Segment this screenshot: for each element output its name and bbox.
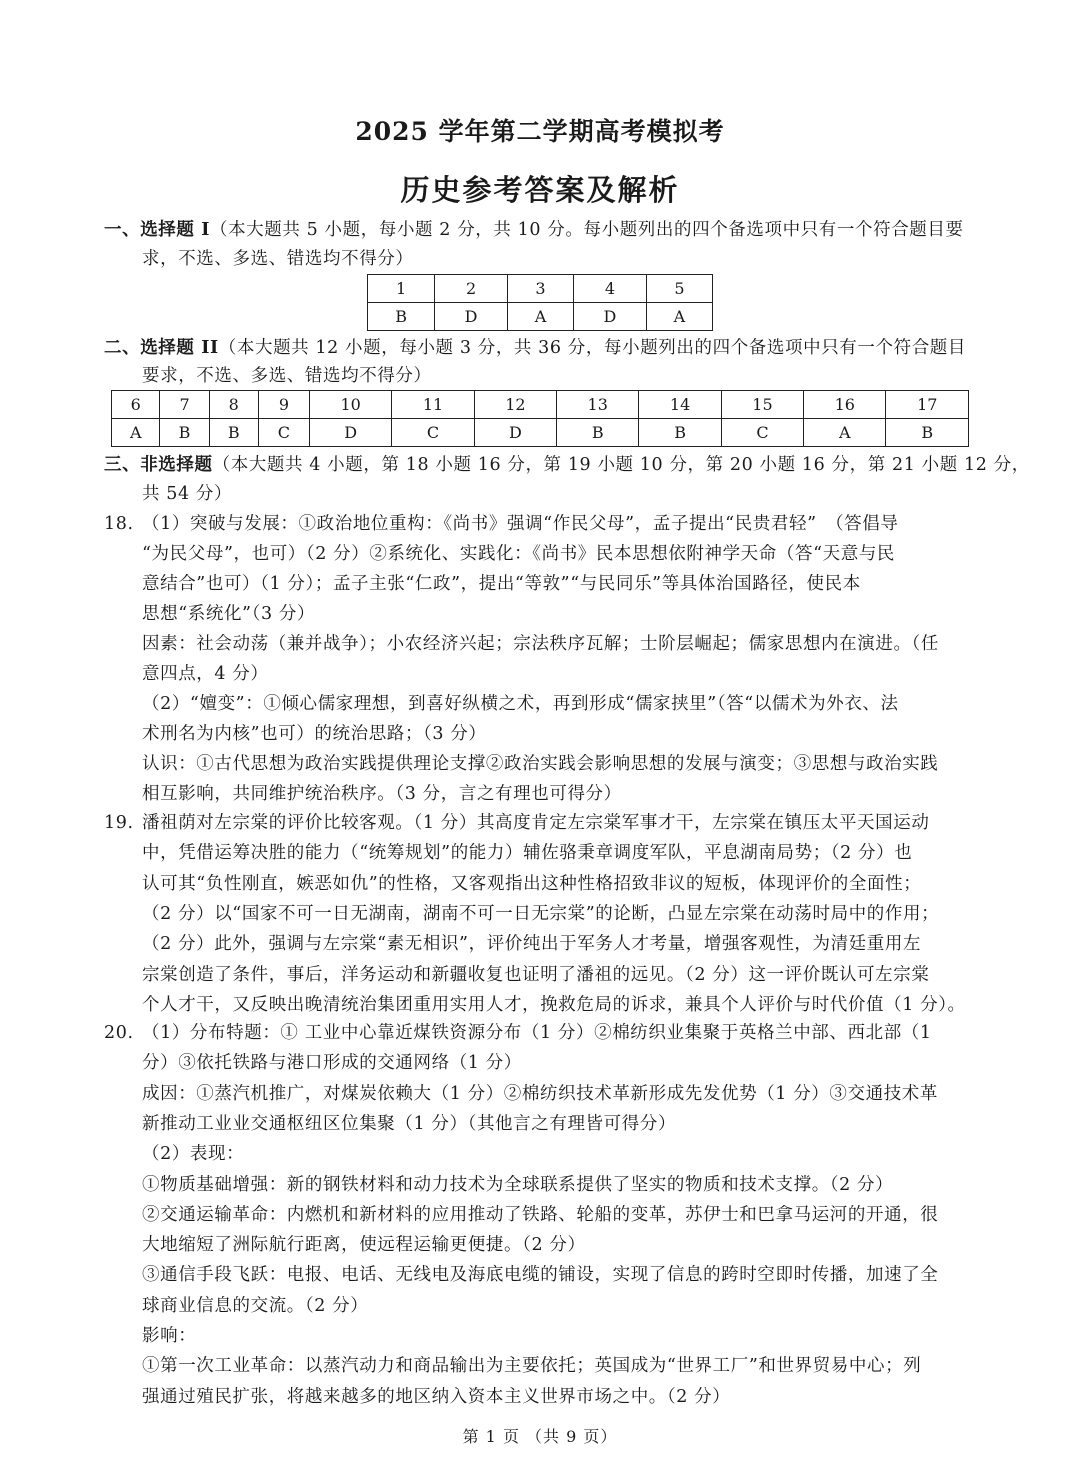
exam-title: 2025 学年第二学期高考模拟考 — [355, 117, 725, 146]
answer-cell: B — [209, 419, 258, 447]
answer-line: 相互影响，共同维护统治秩序。（3 分，言之有理也可得分） — [142, 784, 622, 804]
section2-heading — [104, 333, 966, 363]
answer-line: 成因：①蒸汽机推广，对煤炭依赖大（1 分）②棉纺织技术革新形成先发优势（1 分）③交通技术革 — [142, 1083, 938, 1104]
table-row-numbers — [112, 391, 969, 419]
section1-desc-line1: （本大题共 5 小题，每小题 2 分，共 10 分。每小题列出的四个备选项中只有一个符合题目要 — [209, 220, 964, 240]
answer-line: 意结合”也可）（1 分）；孟子主张“仁政”，提出“等敦”“与民同乐”等具体治国路径，使民本 — [142, 574, 861, 594]
question-number-cell: 6 — [112, 391, 160, 419]
page-number: 第 1 页 （共 9 页） — [462, 1427, 618, 1446]
section1-answer-table — [367, 274, 713, 331]
answer-cell: D — [435, 303, 508, 331]
answer-cell: A — [646, 303, 712, 331]
answer-line: 分）③依托铁路与港口形成的交通网络（1 分） — [142, 1053, 522, 1074]
answer-line: 思想“系统化”（3 分） — [142, 604, 316, 624]
answer-cell: D — [309, 419, 391, 447]
answer-cell: B — [160, 419, 209, 447]
answer-line: （2）“嬗变”：①倾心儒家理想，到喜好纵横之术，再到形成“儒家挟里”（答“以儒术为外衣、法 — [142, 694, 899, 714]
answer-line: 大地缩短了洲际航行距离，使远程运输更便捷。（2 分） — [142, 1235, 586, 1256]
answer-line: ①第一次工业革命：以蒸汽动力和商品输出为主要依托；英国成为“世界工厂”和世界贸易中心；列 — [142, 1356, 922, 1377]
section1-heading — [104, 215, 964, 245]
section3-label: 三、非选择题 — [104, 455, 213, 475]
answer-line: 潘祖荫对左宗棠的评价比较客观。（1 分）其高度肯定左宗棠军事才干，左宗棠在镇压太平天国运动 — [142, 813, 930, 833]
answer-line: ②交通运输革命：内燃机和新材料的应用推动了铁路、轮船的变革，苏伊士和巴拿马运河的开通，很 — [142, 1204, 939, 1225]
answer-line: （2 分）此外，强调与左宗棠“素无相识”，评价纯出于军务人才考量，增强客观性，为清廷重用左 — [142, 934, 922, 955]
answer-cell: A — [112, 419, 160, 447]
answer-cell: C — [258, 419, 309, 447]
answer-line: （1）分布特题：① 工业中心靠近煤铁资源分布（1 分）②棉纺织业集聚于英格兰中部、西北部（1 — [142, 1023, 932, 1043]
question-number-cell: 2 — [435, 275, 508, 303]
answer-cell: D — [474, 419, 556, 447]
document-subtitle: 历史参考答案及解析 — [400, 173, 680, 207]
answer-line: ①物质基础增强：新的钢铁材料和动力技术为全球联系提供了坚实的物质和技术支撑。（2 分） — [142, 1174, 894, 1195]
answer-cell: B — [886, 419, 969, 447]
answer-line: （2）表现： — [142, 1144, 245, 1165]
answer-line: 新推动工业业交通枢纽区位集聚（1 分）（其他言之有理皆可得分） — [142, 1113, 677, 1134]
section1-label: 一、选择题 I — [104, 220, 210, 240]
section2-desc-line2: 要求，不选、多选、错选均不得分） — [142, 366, 432, 386]
answer-cell: B — [557, 419, 639, 447]
answer-line: 意四点，4 分） — [142, 664, 269, 684]
answer-cell: A — [507, 303, 573, 331]
question-number-cell: 16 — [804, 391, 886, 419]
question-number-cell: 11 — [392, 391, 474, 419]
q18-number: 18. — [104, 514, 134, 534]
section1-desc-line2: 求，不选、多选、错选均不得分） — [142, 249, 414, 269]
table-row-answers — [368, 303, 713, 331]
question-number-cell: 5 — [646, 275, 712, 303]
question-number-cell: 8 — [209, 391, 258, 419]
answer-line: （1）突破与发展：①政治地位重构：《尚书》强调“作民父母”，孟子提出“民贵君轻” （答倡导 — [142, 514, 899, 534]
answer-cell: D — [574, 303, 647, 331]
answer-line: 中，凭借运筹决胜的能力（“统筹规划”的能力）辅佐骆秉章调度军队，平息湖南局势；（2 分）也 — [142, 843, 913, 864]
question-number-cell: 7 — [160, 391, 209, 419]
answer-cell: C — [721, 419, 803, 447]
answer-cell: B — [368, 303, 435, 331]
answer-line: 个人才干，又反映出晚清统治集团重用实用人才，挽救危局的诉求，兼具个人评价与时代价值（1 分）。 — [142, 994, 966, 1015]
table-row-numbers — [368, 275, 713, 303]
answer-line: ③通信手段飞跃：电报、电话、无线电及海底电缆的铺设，实现了信息的跨时空即时传播，加速了全 — [142, 1265, 939, 1286]
q20-number: 20. — [104, 1023, 134, 1043]
answer-line: 球商业信息的交流。（2 分） — [142, 1295, 369, 1316]
table-row-answers — [112, 419, 969, 447]
answer-line: 宗棠创造了条件，事后，洋务运动和新疆收复也证明了潘祖的远见。（2 分）这一评价既认可左宗棠 — [142, 964, 930, 985]
answer-line: 影响： — [142, 1326, 197, 1346]
answer-line: “为民父母”，也可）（2 分）②系统化、实践化：《尚书》民本思想依附神学天命（答“天意与民 — [142, 544, 896, 564]
section3-heading — [104, 450, 1030, 480]
question-number-cell: 13 — [557, 391, 639, 419]
answer-line: （2 分）以“国家不可一日无湖南，湖南不可一日无宗棠”的论断，凸显左宗棠在动荡时局中的作用； — [142, 903, 940, 924]
question-number-cell: 15 — [721, 391, 803, 419]
answer-line: 认可其“负性刚直，嫉恶如仇”的性格，又客观指出这种性格招致非议的短板，体现评价的全面性； — [142, 873, 922, 894]
question-number-cell: 14 — [639, 391, 721, 419]
answer-line: 因素：社会动荡（兼并战争）；小农经济兴起；宗法秩序瓦解；士阶层崛起；儒家思想内在演进。（任 — [142, 634, 939, 654]
question-number-cell: 10 — [309, 391, 391, 419]
answer-line: 认识：①古代思想为政治实践提供理论支撑②政治实践会影响思想的发展与演变；③思想与政治实践 — [142, 754, 939, 774]
answer-cell: A — [804, 419, 886, 447]
answer-cell: B — [639, 419, 721, 447]
answer-line: 强通过殖民扩张，将越来越多的地区纳入资本主义世界市场之中。（2 分） — [142, 1386, 731, 1407]
section2-label: 二、选择题 II — [104, 338, 219, 358]
question-number-cell: 9 — [258, 391, 309, 419]
section2-desc-line1: （本大题共 12 小题，每小题 3 分，共 36 分，每小题列出的四个备选项中只有一个符合题目 — [218, 338, 967, 358]
question-number-cell: 4 — [574, 275, 647, 303]
answer-cell: C — [392, 419, 474, 447]
question-number-cell: 1 — [368, 275, 435, 303]
section2-answer-table — [111, 390, 969, 447]
question-number-cell: 12 — [474, 391, 556, 419]
answer-line: 术刑名为内核”也可）的统治思路；（3 分） — [142, 724, 487, 744]
q19-number: 19. — [104, 813, 134, 833]
section3-desc-line1: （本大题共 4 小题，第 18 小题 16 分，第 19 小题 10 分，第 20 小题 16 分，第 21 小题 12 分， — [212, 455, 1030, 475]
question-number-cell: 17 — [886, 391, 969, 419]
section3-desc-line2: 共 54 分） — [142, 484, 233, 504]
question-number-cell: 3 — [507, 275, 573, 303]
